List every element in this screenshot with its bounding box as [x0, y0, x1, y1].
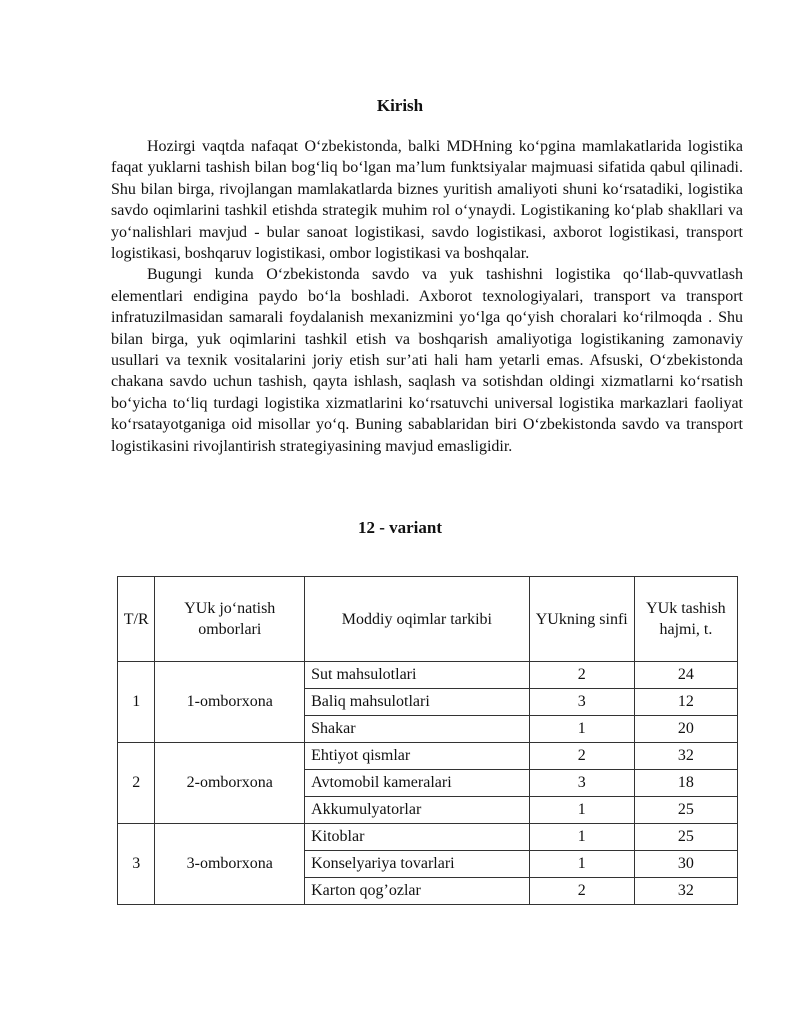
group-warehouse: 3-omborxona: [155, 824, 305, 905]
item-volume: 25: [634, 797, 737, 824]
intro-title: Kirish: [376, 96, 424, 115]
table-row: [118, 824, 738, 851]
intro-paragraph-2: Bugungi kunda O‘zbekistonda savdo va yuk tashishni logistika qo‘llab-quvvatlash elementlari endigina paydo bo‘la boshladi. Axborot texnologiyalari, transport va transport infratuzilmasidan samarali foydalanish mexanizmini yo‘lga qo‘yish choralari ko‘rilmoqda . Shu bilan birga, yuk oqimlarini tashkil etish va boshqarish amaliyotiga logistikaning zamonaviy usullari va texnik vositalarini joriy etish sur’ati hali ham yetarli emas. Afsuski, O‘zbekistonda chakana savdo uchun tashish, qayta ishlash, saqlash va sotishdan oldingi xizmatlarni ko‘rsatish bo‘yicha to‘liq turdagi logistika xizmatlarini ko‘rsatuvchi universal logistika markazlari faoliyat ko‘rsatayotganiga oid misollar yo‘q. Buning sabablaridan biri O‘zbekistonda savdo va transport logistikasini rivojlantirish strategiyasining mavjud emasligidir.: [111, 266, 743, 455]
group-number: 1: [118, 662, 155, 743]
item-volume: 25: [634, 824, 737, 851]
group-number: 3: [118, 824, 155, 905]
item-volume: 30: [634, 851, 737, 878]
item-name: Akkumulyatorlar: [305, 797, 530, 824]
item-class: 1: [529, 716, 634, 743]
item-name: Kitoblar: [305, 824, 530, 851]
item-name: Konselyariya tovarlari: [305, 851, 530, 878]
item-volume: 32: [634, 878, 737, 905]
item-name: Shakar: [305, 716, 530, 743]
item-class: 1: [529, 851, 634, 878]
item-name: Baliq mahsulotlari: [305, 689, 530, 716]
intro-body: [111, 136, 743, 457]
header-volume: YUk tashish hajmi, t.: [634, 577, 737, 662]
header-warehouse: YUk jo‘natish omborlari: [155, 577, 305, 662]
header-number: T/R: [118, 577, 155, 662]
item-volume: 24: [634, 662, 737, 689]
item-name: Karton qog’ozlar: [305, 878, 530, 905]
item-class: 1: [529, 824, 634, 851]
item-volume: 18: [634, 770, 737, 797]
header-composition: Moddiy oqimlar tarkibi: [305, 577, 530, 662]
item-volume: 20: [634, 716, 737, 743]
cargo-table: [117, 576, 738, 905]
item-class: 1: [529, 797, 634, 824]
item-volume: 12: [634, 689, 737, 716]
item-class: 2: [529, 662, 634, 689]
group-number: 2: [118, 743, 155, 824]
table-row: [118, 662, 738, 689]
table-row: [118, 743, 738, 770]
item-class: 3: [529, 689, 634, 716]
item-name: Avtomobil kameralari: [305, 770, 530, 797]
item-class: 2: [529, 743, 634, 770]
item-class: 3: [529, 770, 634, 797]
group-warehouse: 1-omborxona: [155, 662, 305, 743]
item-volume: 32: [634, 743, 737, 770]
item-name: Sut mahsulotlari: [305, 662, 530, 689]
intro-paragraph-1: Hozirgi vaqtda nafaqat O‘zbekistonda, balki MDHning ko‘pgina mamlakatlarida logistika faqat yuklarni tashish bilan bog‘liq bo‘lgan ma’lum funktsiyalar majmuasi sifatida qabul qilinadi. Shu bilan birga, rivojlangan mamlakatlarda biznes yuritish amaliyoti shuni ko‘rsatadiki, logistika savdo oqimlarini tashkil etishda strategik muhim rol o‘ynaydi. Logistikaning ko‘plab shakllari va yo‘nalishlari mavjud - bular sanoat logistikasi, savdo logistikasi, axborot logistikasi, transport logistikasi, boshqaruv logistikasi, ombor logistikasi va boshqalar.: [111, 138, 743, 263]
item-class: 2: [529, 878, 634, 905]
item-name: Ehtiyot qismlar: [305, 743, 530, 770]
table-header-row: [118, 577, 738, 662]
group-warehouse: 2-omborxona: [155, 743, 305, 824]
header-class: YUkning sinfi: [529, 577, 634, 662]
variant-title: 12 - variant: [357, 518, 443, 537]
